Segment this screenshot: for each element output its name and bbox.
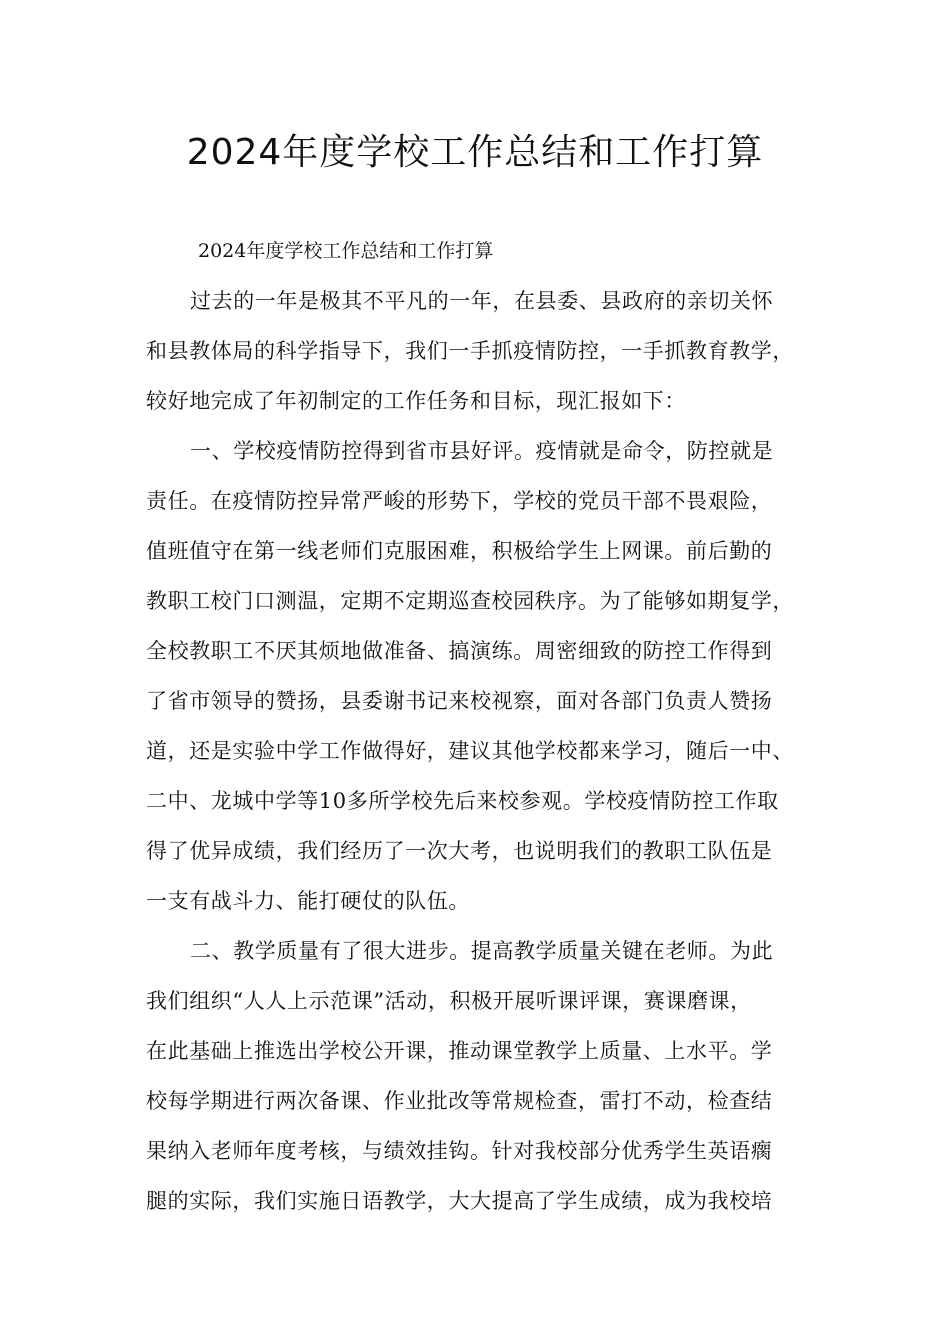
paragraph-line: 教职工校门口测温，定期不定期巡查校园秩序。为了能够如期复学， <box>146 589 794 613</box>
paragraph-line: 全校教职工不厌其烦地做准备、搞演练。周密细致的防控工作得到 <box>146 639 773 663</box>
document-title: 2024年度学校工作总结和工作打算 <box>186 132 764 173</box>
paragraph-line: 一、学校疫情防控得到省市县好评。疫情就是命令，防控就是 <box>190 439 774 463</box>
paragraph-line: 道，还是实验中学工作做得好，建议其他学校都来学习，随后一中、 <box>146 739 794 763</box>
paragraph-line: 和县教体局的科学指导下，我们一手抓疫情防控，一手抓教育教学， <box>146 339 794 363</box>
document-subtitle: 2024年度学校工作总结和工作打算 <box>198 240 494 262</box>
paragraph-line: 果纳入老师年度考核，与绩效挂钩。针对我校部分优秀学生英语瘸 <box>146 1139 773 1163</box>
paragraph-line: 二、教学质量有了很大进步。提高教学质量关键在老师。为此 <box>190 939 774 963</box>
paragraph-line: 我们组织“人人上示范课”活动，积极开展听课评课，赛课磨课， <box>146 989 752 1013</box>
paragraph-line: 责任。在疫情防控异常严峻的形势下，学校的党员干部不畏艰险， <box>146 489 773 513</box>
paragraph-line: 一支有战斗力、能打硬仗的队伍。 <box>146 889 470 913</box>
paragraph-line: 在此基础上推选出学校公开课，推动课堂教学上质量、上水平。学 <box>146 1039 773 1063</box>
paragraph-line: 较好地完成了年初制定的工作任务和目标，现汇报如下： <box>146 389 686 413</box>
paragraph-line: 得了优异成绩，我们经历了一次大考，也说明我们的教职工队伍是 <box>146 839 773 863</box>
paragraph-line: 二中、龙城中学等10多所学校先后来校参观。学校疫情防控工作取 <box>146 789 779 813</box>
paragraph-line: 了省市领导的赞扬，县委谢书记来校视察，面对各部门负责人赞扬 <box>146 689 773 713</box>
paragraph-line: 过去的一年是极其不平凡的一年，在县委、县政府的亲切关怀 <box>190 289 774 313</box>
paragraph-line: 腿的实际，我们实施日语教学，大大提高了学生成绩，成为我校培 <box>146 1189 773 1213</box>
paragraph-line: 值班值守在第一线老师们克服困难，积极给学生上网课。前后勤的 <box>146 539 773 563</box>
paragraph-line: 校每学期进行两次备课、作业批改等常规检查，雷打不动，检查结 <box>146 1089 773 1113</box>
